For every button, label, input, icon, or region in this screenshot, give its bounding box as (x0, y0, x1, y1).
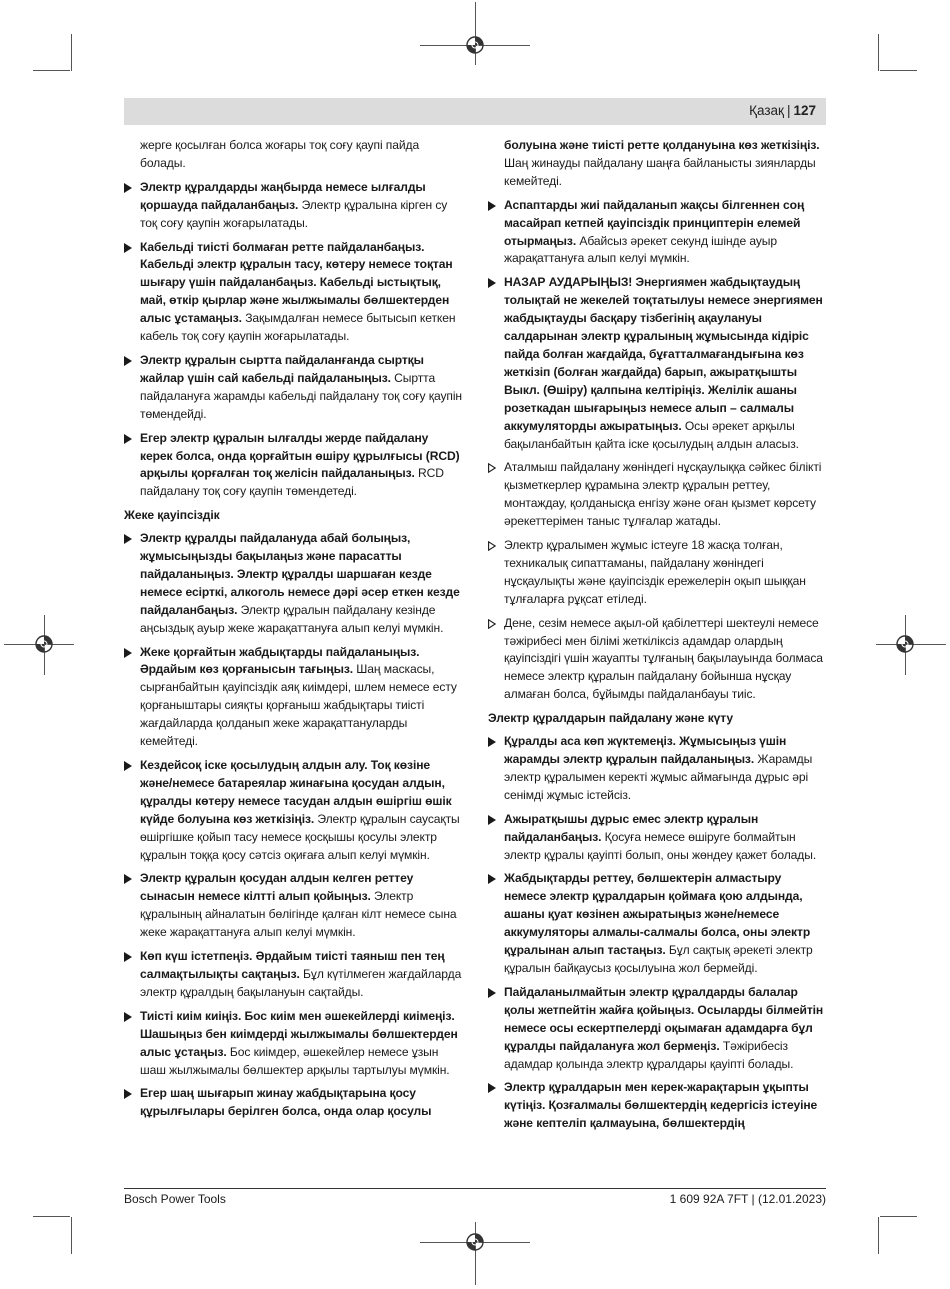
bold-text: Электр құралдарды жаңбырда немесе ылғалды қоршауда пайдаланбаңыз. (140, 179, 426, 212)
crop-mark-top-left-v (71, 34, 72, 71)
crop-mark-top-left-h (33, 70, 70, 71)
list-item (488, 811, 826, 865)
footer-doc-id: 1 609 92A 7FT | (12.01.2023) (669, 1192, 826, 1206)
list-item (488, 274, 826, 453)
list-item (124, 757, 464, 864)
bold-text: Электр құралын қосудан алдын келген реттеу сынасын немесе кілтті алып қойыңыз. (140, 871, 414, 904)
triangle-bullet-icon (488, 1083, 496, 1093)
triangle-bullet-icon (124, 434, 132, 444)
body-text: Бұл күтілмеген жағдайларда электр құралдың бақылануын сақтайды. (140, 966, 462, 999)
bold-text: Аспаптарды жиі пайдаланып жақсы білгеннен соң масайрап кетпей қауіпсіздік принциптерін елемей отырмаңыз. (504, 197, 805, 248)
bold-text: Жабдықтарды реттеу, бөлшектерін алмастыру немесе электр құралдарын қоймаға қою алдында, ашаны қуат көзінен ажыратыңыз және/немесе аккумуляторы алмалы-салмалы болса, оны электр құралынан алып тастаңыз. (504, 871, 811, 958)
crop-mark-bottom-left-h (33, 1216, 70, 1217)
right-column (488, 137, 826, 1139)
bold-text: Егер шаң шығарып жинау жабдықтарына қосу құрылғылары берілген болса, онда олар қосулы (140, 1086, 432, 1119)
bold-text: Пайдаланылмайтын электр құралдарды балалар қолы жетпейтін жайға қойыңыз. Осыларды білмейтін немесе осы ескертпелерді оқымаған адамдарға бұл құралды пайдалануға жол бермеңіз. (504, 984, 824, 1053)
list-item (124, 430, 464, 502)
body-text: Сыртта пайдалануға жарамды кабельді пайдалану тоқ соғу қаупін төмендейді. (140, 370, 462, 421)
list-item (488, 984, 826, 1074)
triangle-bullet-icon (488, 737, 496, 747)
triangle-bullet-icon (488, 201, 496, 211)
triangle-bullet-icon (124, 952, 132, 962)
body-text: Шаң маскасы, сырғанбайтын қауіпсіздік аяқ киімдері, шлем немесе есту қорғаныштары сияқты қорғаныш жабдықтары тиісті жағдайларда қолданып жеке жарақаттануларды кемейтеді. (140, 662, 457, 749)
bold-text: НАЗАР АУДАРЫҢЫЗ! Энергиямен жабдықтаудың толықтай не жекелей тоқтатылуы немесе энергиямен жабдықтауды басқару тізбегінің ақаулануы салдарынан электр құралының жұмысында кідіріс пайда болған жағдайда, бұғатталмағандығына көз жеткізіп (болған жағдайда) барып, ажыратқышты Выкл. (Өшіру) қалпына келтіріңіз. Желілік ашаны розеткадан шығарыңыз немесе алып – салмалы аккумуляторды ажыратыңыз. (504, 275, 823, 433)
paragraph (504, 137, 826, 191)
triangle-bullet-icon (124, 183, 132, 193)
triangle-outline-icon (488, 541, 496, 551)
bold-text: Кездейсоқ іске қосылудың алдын алу. Тоқ көзіне және/немесе батареялар жинағына қосудан алдын, құралды көтеру немесе тасудан алдын өшіргіш өшік күйде болуына көз жеткізіңіз. (140, 758, 452, 826)
header-text (749, 103, 816, 118)
crop-mark-top-right-v (878, 34, 879, 71)
list-item (124, 1008, 464, 1080)
body-text: Аталмыш пайдалану жөніндегі нұсқаулыққа сәйкес білікті қызметкерлер құрамына электр құралын реттеу, монтаждау, қолданысқа енгізу және оған қызмет көрсету әрекеттерімен таныс тұлғалар жатады. (504, 460, 822, 529)
bold-text: болуына және тиісті ретте қолдануына көз жеткізіңіз. (504, 138, 820, 152)
bold-text: Электр құралды пайдалануда абай болыңыз, жұмысыңызды бақылаңыз және парасатты пайдаланыңыз. Электр құралды шаршаған кезде немесе есірткі, алкоголь немесе дәрі әсер еткен кезде пайдаланбаңыз. (140, 531, 460, 617)
body-text: Абайсыз әрекет секунд ішінде ауыр жарақаттануға алып келуі мүмкін. (504, 233, 778, 266)
triangle-outline-icon (488, 619, 496, 629)
crop-mark-bottom-right-v (878, 1217, 879, 1254)
page-number: 127 (793, 103, 816, 118)
body-text: Осы әрекет арқылы бақыланбайтын қайта іске қосылудың алдын аласыз. (504, 418, 799, 451)
body-text: Бос киімдер, әшекейлер немесе ұзын шаш жылжымалы бөлшектер арқылы тартылуы мүмкін. (140, 1044, 450, 1077)
registration-mark-right-icon (894, 633, 916, 655)
section-heading: Электр құралдарын пайдалану және күту (488, 711, 734, 726)
triangle-outline-icon (488, 463, 496, 473)
list-item (488, 733, 826, 805)
triangle-bullet-icon (124, 534, 132, 544)
header-separator: | (786, 103, 791, 118)
list-item (124, 948, 464, 1002)
triangle-bullet-icon (124, 1012, 132, 1022)
bold-text: Тиісті киім киіңіз. Бос киім мен әшекейлерді киімеңіз. Шашыңыз бен киімдерді жылжымалы бөлшектерден алыс ұстаңыз. (140, 1008, 458, 1059)
body-text: Бұл сақтық әрекеті электр құралын байқаусыз қосылуына жол бермейді. (504, 943, 813, 975)
triangle-bullet-icon (124, 874, 132, 884)
list-item (488, 615, 826, 705)
triangle-bullet-icon (124, 243, 132, 253)
bold-text: Құралды аса көп жүктемеңіз. Жұмысыңыз үшін жарамды электр құралын пайдаланыңыз. (504, 734, 787, 766)
registration-mark-bottom-icon (464, 1231, 486, 1253)
triangle-bullet-icon (124, 1089, 132, 1099)
triangle-bullet-icon (124, 356, 132, 366)
list-item (124, 870, 464, 942)
list-item (488, 459, 826, 531)
body-text: Электр құралын саусақты өшіргішке қойып тасу немесе қосқышы қосулы электр құралын тоққа қосу сәтсіз оқиғаға алып келуі мүмкін. (140, 811, 460, 862)
bold-text: Электр құралдарын мен керек-жарақтарын ұқыпты күтіңіз. Қозғалмалы бөлшектердің кедергісіз істеуіне және кептеліп қалмауына, бөлшектердің (504, 1080, 818, 1131)
list-item (124, 644, 464, 751)
bold-text: Жеке қорғайтын жабдықтарды пайдаланыңыз. Әрдайым көз қорғанысын тағыңыз. (140, 644, 420, 677)
bold-text: Ажыратқышы дұрыс емес электр құралын пайдаланбаңыз. (504, 811, 759, 844)
footer-brand: Bosch Power Tools (124, 1192, 226, 1206)
list-item (124, 239, 464, 346)
body-text: жерге қосылған болса жоғары тоқ соғу қаупі пайда болады. (140, 138, 420, 170)
list-item (488, 1079, 826, 1133)
crop-mark-top-right-h (880, 70, 917, 71)
bold-text: Кабельді тиісті болмаған ретте пайдаланбаңыз. Кабельді электр құралын тасу, көтеру немесе тоқтан шығару үшін пайдаланбаңыз. Кабельді ыстықтық, май, өткір қырлар және жылжымалы бөлшектерден алыс ұстамаңыз. (140, 239, 453, 326)
header-language: Қазақ (749, 103, 784, 118)
footer-divider (124, 1188, 826, 1189)
body-text: Электр құралының айналатын бөлігінде қалған кілт немесе сына жеке жарақаттануға алып келуі мүмкін. (140, 889, 457, 940)
bold-text: Электр құралын сыртта пайдаланғанда сыртқы жайлар үшін сай кабельді пайдаланыңыз. (140, 352, 424, 385)
body-text: Қосуға немесе өшіруге болмайтын электр құралы қауіпті болып, оны жөндеу қажет болады. (504, 829, 817, 862)
body-text: Тәжірибесіз адамдар қолында электр құралдары қауіпті болады. (504, 1038, 794, 1071)
body-text: Электр құралына кірген су тоқ соғу қаупін жоғарылатады. (140, 197, 448, 230)
paragraph (140, 137, 464, 173)
body-text: RCD пайдалану тоқ соғу қаупін төмендетеді. (140, 466, 444, 499)
registration-mark-top-icon (464, 34, 486, 56)
list-item (124, 352, 464, 424)
body-text: Жарамды электр құралымен керекті жұмыс аймағында дұрыс әрі сенімді жұмыс істейсіз. (504, 752, 813, 802)
list-item (124, 179, 464, 233)
list-item (124, 1085, 464, 1121)
triangle-bullet-icon (124, 761, 132, 771)
crop-mark-bottom-left-v (71, 1217, 72, 1254)
list-item (488, 537, 826, 609)
triangle-bullet-icon (124, 648, 132, 658)
triangle-bullet-icon (488, 988, 496, 998)
section-heading: Жеке қауіпсіздік (124, 508, 220, 523)
triangle-bullet-icon (488, 278, 496, 288)
body-text: Шаң жинауды пайдалану шаңға байланысты зиянларды кемейтеді. (504, 155, 816, 188)
body-text: Дене, сезім немесе ақыл-ой қабілеттері шектеулі немесе тәжірибесі мен білімі жеткіліксіз адамдар олардың қауіпсіздігі үшін жауапты тұлғаның бақылауында болмаса немесе электр құралын пайдалану бойынша нұсқау алмаған болса, бұйымды пайдаланбауы тиіс. (504, 615, 823, 702)
list-item (488, 870, 826, 977)
triangle-bullet-icon (488, 874, 496, 884)
body-text: Электр құралын пайдалану кезінде аңсыздық ауыр жеке жарақаттануға алып келуі мүмкін. (140, 602, 444, 635)
body-text: Зақымдалған немесе бытысып кеткен кабель тоқ соғу қаупін жоғарылатады. (140, 311, 456, 344)
registration-mark-left-icon (33, 633, 55, 655)
list-item (124, 530, 464, 637)
page-header (124, 98, 826, 125)
triangle-bullet-icon (488, 815, 496, 825)
bold-text: Егер электр құралын ылғалды жерде пайдалану керек болса, онда қорғайтын өшіру құрылғысы (RCD) арқылы қорғалған тоқ желісін пайдаланыңыз. (140, 430, 460, 481)
crop-mark-bottom-right-h (880, 1216, 917, 1217)
list-item (488, 197, 826, 269)
body-text: Электр құралымен жұмыс істеуге 18 жасқа толған, техникалық сипаттаманы, пайдалану жөніндегі нұсқаулықты және қауіпсіздік ережелерін оқып шыққан тұлғаларға рұқсат етіледі. (504, 538, 806, 606)
bold-text: Көп күш істетпеңіз. Әрдайым тиісті таяныш пен тең салмақтылықты сақтаңыз. (140, 949, 445, 981)
left-column (124, 137, 464, 1127)
